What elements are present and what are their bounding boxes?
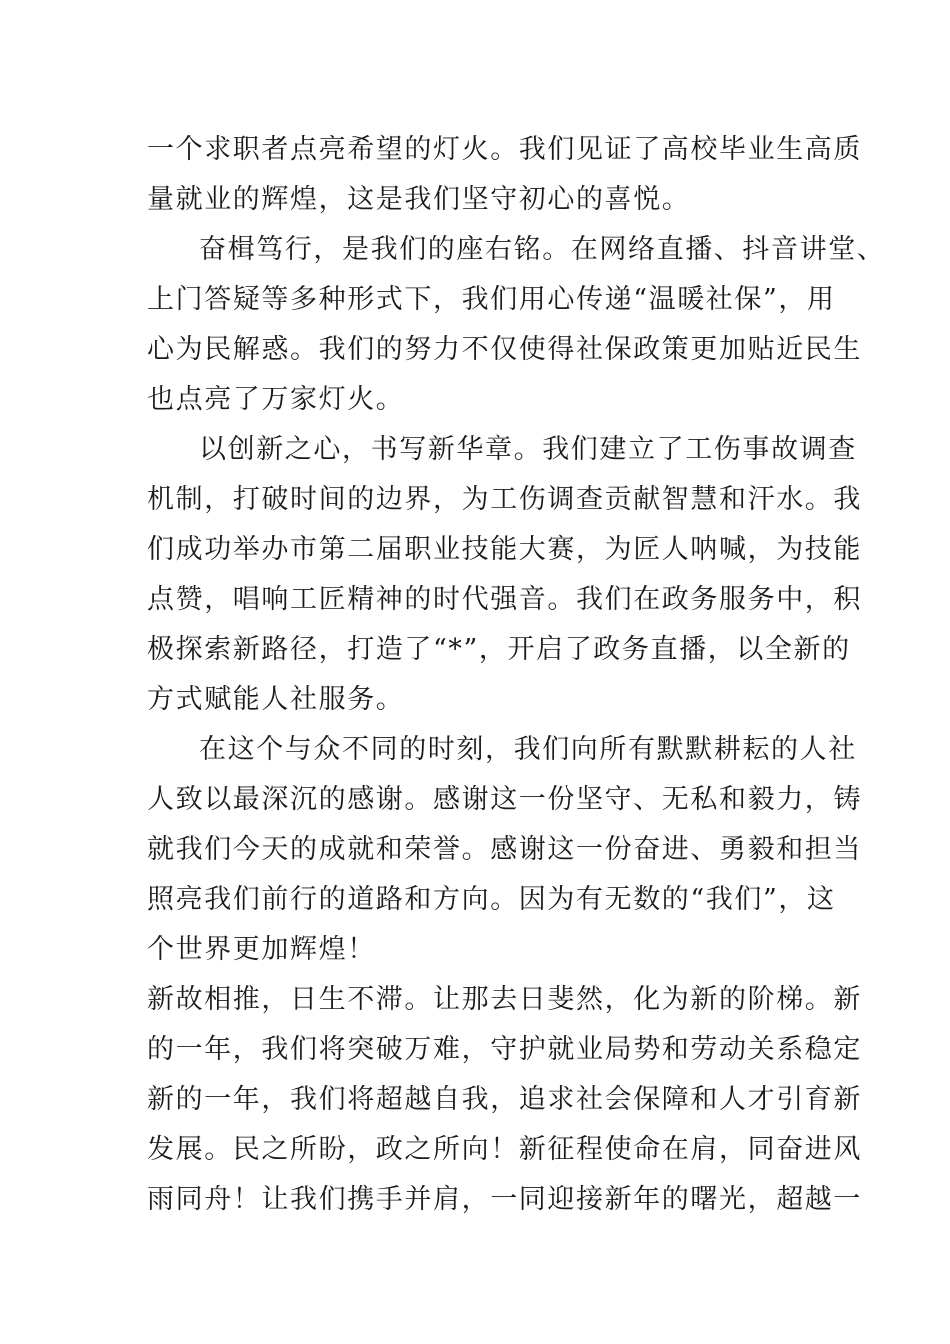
text-line: 个世界更加辉煌！ xyxy=(147,934,376,965)
paragraph-start-line: 以创新之心，书写新华章。我们建立了工伤事故调查 xyxy=(199,434,857,465)
text-line: 也点亮了万家灯火。 xyxy=(147,384,405,415)
text-line: 照亮我们前行的道路和方向。因为有无数的“我们”，这 xyxy=(147,884,836,915)
text-line: 发展。民之所盼，政之所向！新征程使命在肩，同奋进风 xyxy=(147,1134,862,1165)
text-line: 机制，打破时间的边界，为工伤调查贡献智慧和汗水。我 xyxy=(147,484,862,515)
paragraph-start-line: 新故相推，日生不滞。让那去日斐然，化为新的阶梯。新 xyxy=(147,984,862,1015)
text-line: 人致以最深沉的感谢。感谢这一份坚守、无私和毅力，铸 xyxy=(147,784,862,815)
text-line: 点赞，唱响工匠精神的时代强音。我们在政务服务中，积 xyxy=(147,584,862,615)
paragraph-start-line: 在这个与众不同的时刻，我们向所有默默耕耘的人社 xyxy=(199,734,857,765)
text-line: 就我们今天的成就和荣誉。感谢这一份奋进、勇毅和担当 xyxy=(147,834,862,865)
text-line: 方式赋能人社服务。 xyxy=(147,684,405,715)
text-line: 极探索新路径，打造了“*”，开启了政务直播，以全新的 xyxy=(147,634,851,665)
paragraph-start-line: 奋楫笃行，是我们的座右铭。在网络直播、抖音讲堂、 xyxy=(199,234,886,265)
text-line: 雨同舟！让我们携手并肩，一同迎接新年的曙光，超越一 xyxy=(147,1184,862,1215)
text-line: 上门答疑等多种形式下，我们用心传递“温暖社保”，用 xyxy=(147,284,836,315)
text-line: 一个求职者点亮希望的灯火。我们见证了高校毕业生高质 xyxy=(147,134,862,165)
text-line: 的一年，我们将突破万难，守护就业局势和劳动关系稳定 xyxy=(147,1034,862,1065)
text-line: 新的一年，我们将超越自我，追求社会保障和人才引育新 xyxy=(147,1084,862,1115)
text-line: 心为民解惑。我们的努力不仅使得社保政策更加贴近民生 xyxy=(147,334,862,365)
text-line: 们成功举办市第二届职业技能大赛，为匠人呐喊，为技能 xyxy=(147,534,862,565)
text-line: 量就业的辉煌，这是我们坚守初心的喜悦。 xyxy=(147,184,691,215)
